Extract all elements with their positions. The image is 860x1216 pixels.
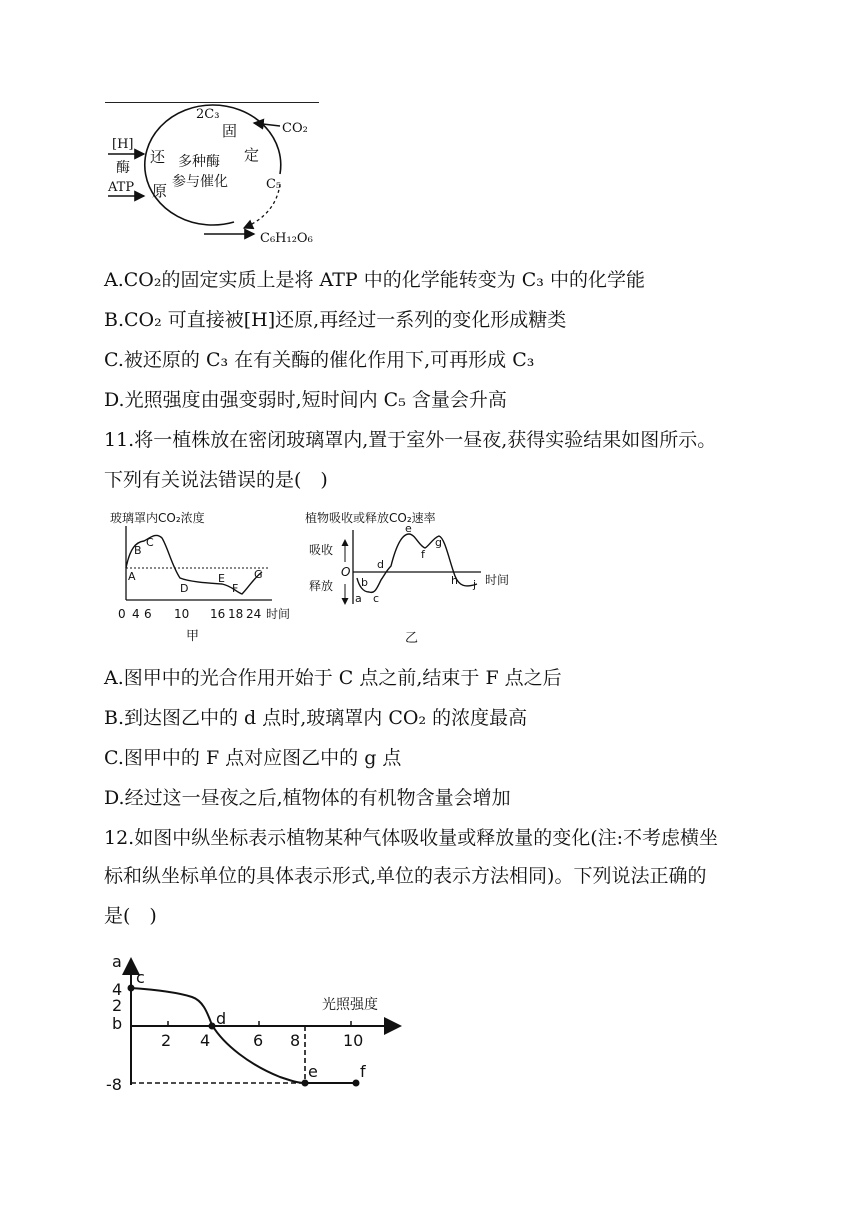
point-f-dot	[353, 1080, 360, 1087]
y-label-b: b	[112, 1014, 123, 1033]
chart-yi-caption: 乙	[405, 631, 419, 646]
label-glucose: C₆H₁₂O₆	[260, 231, 313, 246]
label-atp: ATP	[108, 180, 135, 195]
tick-24: 24	[246, 607, 262, 621]
label-center-1: 多种酶	[178, 154, 220, 170]
label-fix-1: 固	[222, 122, 238, 140]
chart-jia-title: 玻璃罩内CO₂浓度	[110, 511, 205, 525]
x-tick-6: 6	[253, 1031, 264, 1050]
q12-stem-line-1: 12.如图中纵坐标表示植物某种气体吸收量或释放量的变化(注:不考虑横坐	[104, 827, 719, 849]
label-fix-2: 定	[244, 146, 260, 164]
point-d: d	[377, 558, 384, 571]
top-rule	[105, 102, 319, 103]
chart-light	[100, 945, 410, 1095]
label-enzyme: 酶	[116, 160, 130, 176]
point-F: F	[232, 582, 239, 595]
chart-jia-caption: 甲	[186, 629, 200, 644]
tick-0: 0	[118, 607, 126, 621]
point-d-dot	[209, 1023, 216, 1030]
x-tick-10: 10	[343, 1031, 364, 1050]
y-label-4: 4	[112, 980, 123, 999]
tick-10: 10	[174, 607, 190, 621]
tick-6: 6	[144, 607, 152, 621]
point-f-label: f	[360, 1062, 366, 1081]
label-h: [H]	[112, 137, 134, 152]
point-E: E	[218, 572, 225, 585]
q10-option-c: C.被还原的 C₃ 在有关酶的催化作用下,可再形成 C₃	[104, 349, 535, 371]
point-A: A	[128, 570, 136, 583]
chart-jia-xlabel: 时间	[266, 607, 291, 621]
label-reduce-1: 还	[150, 148, 166, 166]
point-h: h	[451, 574, 458, 587]
x-tick-8: 8	[290, 1031, 301, 1050]
point-c-label: c	[136, 968, 145, 987]
label-c5: C₅	[266, 177, 282, 192]
point-C: C	[146, 536, 154, 549]
q11-option-c: C.图甲中的 F 点对应图乙中的 g 点	[104, 747, 402, 769]
point-B: B	[134, 544, 142, 557]
chart-yi-up-label: 吸收	[309, 543, 334, 557]
point-e: e	[405, 522, 412, 535]
label-reduce-2: 原	[152, 182, 168, 200]
point-f: f	[421, 548, 425, 561]
q11-option-b: B.到达图乙中的 d 点时,玻璃罩内 CO₂ 的浓度最高	[104, 707, 528, 729]
chart-light-xlabel: 光照强度	[322, 997, 378, 1013]
point-b: b	[361, 576, 368, 589]
y-label-a: a	[112, 952, 122, 971]
chart-jia	[110, 508, 310, 648]
tick-18: 18	[228, 607, 244, 621]
q11-stem-line-1: 11.将一植株放在密闭玻璃罩内,置于室外一昼夜,获得实验结果如图所示。	[104, 429, 717, 451]
point-e-label: e	[308, 1062, 318, 1081]
point-a: a	[355, 592, 362, 605]
chart-yi-xlabel: 时间	[485, 573, 510, 587]
chart-yi-down-label: 释放	[309, 579, 334, 593]
label-co2: CO₂	[282, 121, 308, 136]
point-c: c	[373, 592, 380, 605]
tick-16: 16	[210, 607, 226, 621]
tick-4: 4	[132, 607, 140, 621]
point-G: G	[254, 568, 263, 581]
q11-option-d: D.经过这一昼夜之后,植物体的有机物含量会增加	[104, 787, 511, 809]
chart-yi-curve	[357, 534, 477, 592]
q10-option-d: D.光照强度由强变弱时,短时间内 C₅ 含量会升高	[104, 389, 507, 411]
label-center-2: 参与催化	[172, 174, 228, 190]
point-j: j	[473, 578, 477, 591]
point-d-label: d	[216, 1009, 227, 1028]
label-2c3: 2C₃	[196, 107, 220, 122]
point-g: g	[435, 536, 442, 549]
co2-arrow	[254, 123, 280, 126]
y-label-minus-8: -8	[106, 1075, 122, 1094]
calvin-cycle-diagram	[104, 104, 334, 254]
chart-yi-origin: O	[341, 565, 351, 579]
q11-option-a: A.图甲中的光合作用开始于 C 点之前,结束于 F 点之后	[104, 667, 562, 689]
chart-yi	[305, 508, 530, 648]
q12-stem-line-3: 是( )	[104, 905, 157, 927]
q12-stem-line-2: 标和纵坐标单位的具体表示形式,单位的表示方法相同)。下列说法正确的	[104, 865, 707, 887]
q10-option-a: A.CO₂的固定实质上是将 ATP 中的化学能转变为 C₃ 中的化学能	[104, 269, 645, 291]
chart-yi-title: 植物吸收或释放CO₂速率	[305, 511, 436, 525]
point-c-dot	[128, 985, 135, 992]
point-D: D	[180, 582, 189, 595]
y-label-2: 2	[112, 996, 123, 1015]
q10-option-b: B.CO₂ 可直接被[H]还原,再经过一系列的变化形成糖类	[104, 309, 567, 331]
q11-stem-line-2: 下列有关说法错误的是( )	[104, 469, 328, 491]
x-tick-2: 2	[161, 1031, 172, 1050]
x-tick-4: 4	[200, 1031, 211, 1050]
